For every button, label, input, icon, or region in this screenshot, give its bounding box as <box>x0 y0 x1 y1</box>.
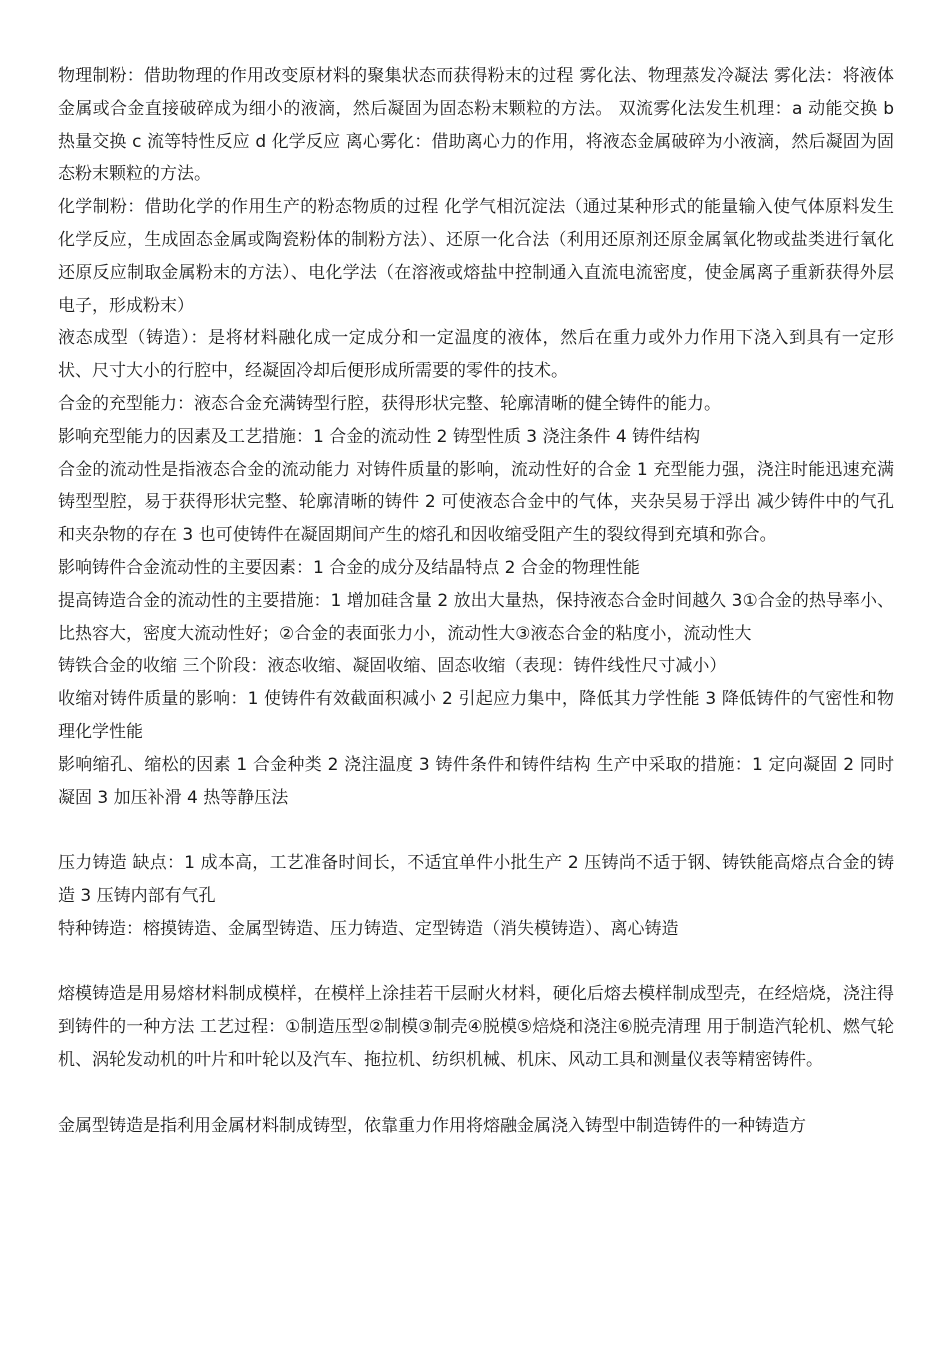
paragraph-filling-ability: 合金的充型能力：液态合金充满铸型行腔，获得形状完整、轮廓清晰的健全铸件的能力。 <box>58 393 721 414</box>
paragraph-fluidity-measures: 提高铸造合金的流动性的主要措施：1 增加硅含量 2 放出大量热，保持液态合金时间越久 3①合金的热导率小、比热容大，密度大流动性好；②合金的表面张力小，流动性大③液态合金的粘度小，流动性大 <box>58 590 894 644</box>
paragraph-special-casting: 特种铸造：榕摸铸造、金属型铸造、压力铸造、定型铸造（消失模铸造）、离心铸造 <box>58 918 679 939</box>
paragraph-chemical-powder: 化学制粉：借助化学的作用生产的粉态物质的过程 化学气相沉淀法（通过某种形式的能量输入使气体原料发生化学反应，生成固态金属或陶瓷粉体的制粉方法）、还原一化合法（利用还原剂还原金属氧化物或盐类进行氧化还原反应制取金属粉末的方法）、电化学法（在溶液或熔盐中控制通入直流电流密度，使金属离子重新获得外层电子，形成粉末） <box>58 197 894 316</box>
paragraph-shrinkage-stages: 铸铁合金的收缩 三个阶段：液态收缩、凝固收缩、固态收缩（表现：铸件线性尺寸减小） <box>58 656 727 677</box>
blank-line <box>58 814 894 847</box>
paragraph-filling-factors: 影响充型能力的因素及工艺措施：1 合金的流动性 2 铸型性质 3 浇注条件 4 铸件结构 <box>58 426 701 447</box>
paragraph-shrinkage-effects: 收缩对铸件质量的影响：1 使铸件有效截面积减小 2 引起应力集中，降低其力学性能 3 降低铸件的气密性和物理化学性能 <box>58 689 894 742</box>
paragraph-alloy-fluidity: 合金的流动性是指液态合金的流动能力 对铸件质量的影响，流动性好的合金 1 充型能力强，浇注时能迅速充满铸型型腔，易于获得形状完整、轮廓清晰的铸件 2 可使液态合金中的气体，夹杂吴易于浮出 减少铸件中的气孔和夹杂物的存在 3 也可使铸件在凝固期间产生的熔孔和因收缩受阻产生的裂纹得到充填和弥合。 <box>58 459 894 546</box>
blank-line <box>58 1077 894 1110</box>
paragraph-fluidity-factors: 影响铸件合金流动性的主要因素：1 合金的成分及结晶特点 2 合金的物理性能 <box>58 557 640 578</box>
document-body <box>58 60 894 1142</box>
paragraph-physical-powder: 物理制粉：借助物理的作用改变原材料的聚集状态而获得粉末的过程 雾化法、物理蒸发冷凝法 雾化法：将液体金属或合金直接破碎成为细小的液滴，然后凝固为固态粉末颗粒的方法。 双流雾化法发生机理：a 动能交换 b 热量交换 c 流等特性反应 d 化学反应 离心雾化：借助离心力的作用，将液态金属破碎为小液滴，然后凝固为固态粉末颗粒的方法。 <box>58 66 894 185</box>
blank-line <box>58 946 894 979</box>
paragraph-investment-casting: 熔模铸造是用易熔材料制成模样，在模样上涂挂若干层耐火材料，硬化后熔去模样制成型壳，在经焙烧，浇注得到铸件的一种方法 工艺过程：①制造压型②制模③制壳④脱模⑤焙烧和浇注⑥脱壳清理 用于制造汽轮机、燃气轮机、涡轮发动机的叶片和叶轮以及汽车、拖拉机、纺织机械、机床、风动工具和测量仪表等精密铸件。 <box>58 984 894 1070</box>
paragraph-liquid-forming: 液态成型（铸造）：是将材料融化成一定成分和一定温度的液体，然后在重力或外力作用下浇入到具有一定形状、尺寸大小的行腔中，经凝固冷却后便形成所需要的零件的技术。 <box>58 328 894 382</box>
paragraph-die-casting: 压力铸造 缺点：1 成本高，工艺准备时间长，不适宜单件小批生产 2 压铸尚不适于钢、铸铁能高熔点合金的铸造 3 压铸内部有气孔 <box>58 853 894 906</box>
paragraph-shrinkage-cavity: 影响缩孔、缩松的因素 1 合金种类 2 浇注温度 3 铸件条件和铸件结构 生产中采取的措施：1 定向凝固 2 同时凝固 3 加压补滑 4 热等静压法 <box>58 754 894 808</box>
paragraph-metal-mold-casting: 金属型铸造是指利用金属材料制成铸型，依靠重力作用将熔融金属浇入铸型中制造铸件的一种铸造方 <box>58 1115 806 1136</box>
